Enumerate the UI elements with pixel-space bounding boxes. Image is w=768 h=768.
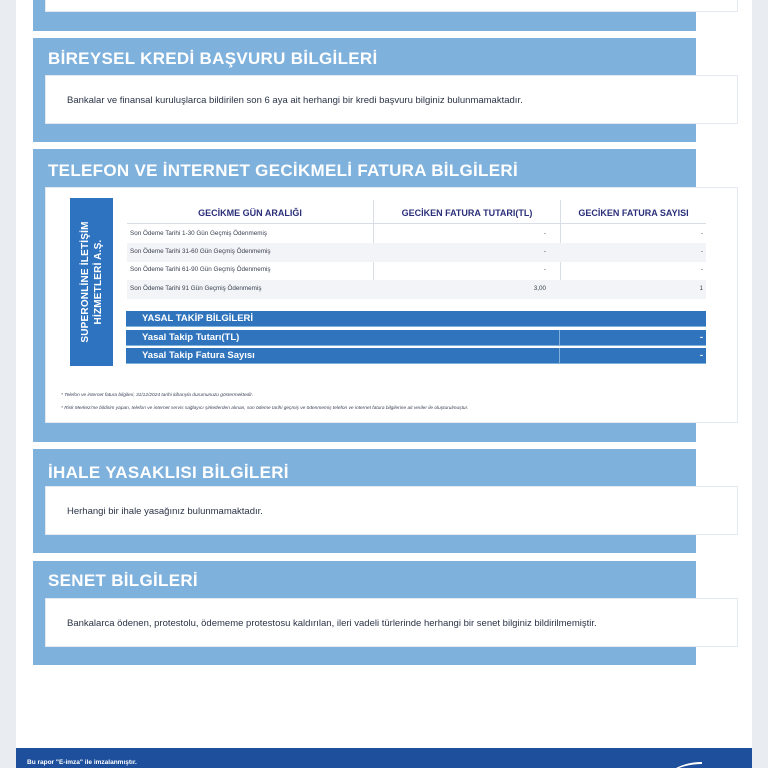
legal-count-row bbox=[126, 348, 706, 364]
e-signature-text: Bu rapor "E-imza" ile imzalanmıştır. bbox=[27, 759, 137, 766]
legal-count-label: Yasal Takip Fatura Sayısı bbox=[142, 350, 255, 361]
ihale-text: Herhangi bir ihale yasağınız bulunmamaktadır. bbox=[67, 506, 263, 517]
operator-label bbox=[70, 198, 113, 366]
operator-name-line2: HİZMETLERİ A.Ş. bbox=[92, 239, 104, 325]
kredi-section-title: BİREYSEL KREDİ BAŞVURU BİLGİLERİ bbox=[48, 49, 378, 68]
kredi-section bbox=[33, 38, 696, 142]
footnote-source: * Risk Merkezi'ne bildirim yapan, telefon ve internet servis sağlayıcı şirketlerden alınan, son ödeme tarihi geçmiş ve ödenmemiş telefon ve internet fatura bilgilerine ait veriler ile oluşturulmuştur. bbox=[61, 406, 469, 411]
row-amount: - bbox=[543, 230, 546, 237]
row-count: - bbox=[700, 248, 703, 255]
ihale-card bbox=[45, 486, 738, 535]
header-gecikme-gun-araligi: GECİKME GÜN ARALIĞI bbox=[198, 208, 302, 218]
ihale-section-title: İHALE YASAKLISI BİLGİLERİ bbox=[48, 463, 289, 482]
operator-name-line1: SUPERONLİNE İLETİŞİM bbox=[79, 221, 91, 343]
legal-follow-up-header bbox=[126, 311, 706, 327]
table-row bbox=[127, 225, 706, 244]
row-count: 1 bbox=[699, 285, 703, 292]
legal-count-value: - bbox=[699, 350, 703, 361]
row-range: Son Ödeme Tarihi 91 Gün Geçmiş Ödenmemiş bbox=[130, 285, 262, 292]
row-amount: - bbox=[543, 248, 546, 255]
e-signature-footer bbox=[16, 748, 752, 768]
telefon-section-title: TELEFON VE İNTERNET GECİKMELİ FATURA BİLGİLERİ bbox=[48, 161, 518, 180]
row-amount: 3,00 bbox=[533, 285, 546, 292]
logo-swoosh-icon bbox=[676, 762, 702, 768]
kredi-card bbox=[45, 75, 738, 124]
legal-amount-value: - bbox=[699, 332, 703, 343]
legal-amount-divider bbox=[559, 330, 560, 345]
row-range: Son Ödeme Tarihi 31-60 Gün Geçmiş Ödenmemiş bbox=[130, 248, 271, 255]
legal-amount-row bbox=[126, 330, 706, 346]
senet-card bbox=[45, 598, 738, 647]
footnote-date: * Telefon ve internet fatura bilgileri, 31/12/2024 tarihi itibarıyla durumunuzu göstermektedir. bbox=[61, 393, 254, 398]
table-row bbox=[127, 243, 706, 262]
table-row bbox=[127, 261, 706, 280]
row-range: Son Ödeme Tarihi 61-90 Gün Geçmiş Ödenmemiş bbox=[130, 266, 271, 273]
report-page bbox=[16, 0, 752, 768]
header-geciken-fatura-sayisi: GECİKEN FATURA SAYISI bbox=[578, 208, 689, 218]
senet-section bbox=[33, 561, 696, 665]
row-count: - bbox=[700, 266, 703, 273]
telefon-card bbox=[45, 187, 738, 423]
kredi-text: Bankalar ve finansal kuruluşlarca bildirilen son 6 aya ait herhangi bir kredi başvuru bilginiz bulunmamaktadır. bbox=[67, 95, 523, 106]
row-amount: - bbox=[543, 266, 546, 273]
legal-follow-up-title: YASAL TAKİP BİLGİLERİ bbox=[142, 313, 254, 324]
previous-section-card bbox=[45, 0, 738, 12]
previous-section-remnant bbox=[33, 0, 696, 31]
row-count: - bbox=[700, 230, 703, 237]
senet-text: Bankalarca ödenen, protestolu, ödememe protestosu kaldırılan, ileri vadeli türlerinde herhangi bir senet bilginiz bildirilmemiştir. bbox=[67, 618, 597, 629]
legal-amount-label: Yasal Takip Tutarı(TL) bbox=[142, 332, 240, 343]
header-geciken-fatura-tutari: GECİKEN FATURA TUTARI(TL) bbox=[401, 208, 533, 218]
ihale-section bbox=[33, 449, 696, 553]
table-header-rule bbox=[127, 223, 706, 224]
row-range: Son Ödeme Tarihi 1-30 Gün Geçmiş Ödenmemiş bbox=[130, 230, 268, 237]
telefon-section bbox=[33, 149, 703, 442]
senet-section-title: SENET BİLGİLERİ bbox=[48, 571, 198, 590]
table-row bbox=[127, 280, 706, 299]
legal-count-divider bbox=[559, 348, 560, 363]
